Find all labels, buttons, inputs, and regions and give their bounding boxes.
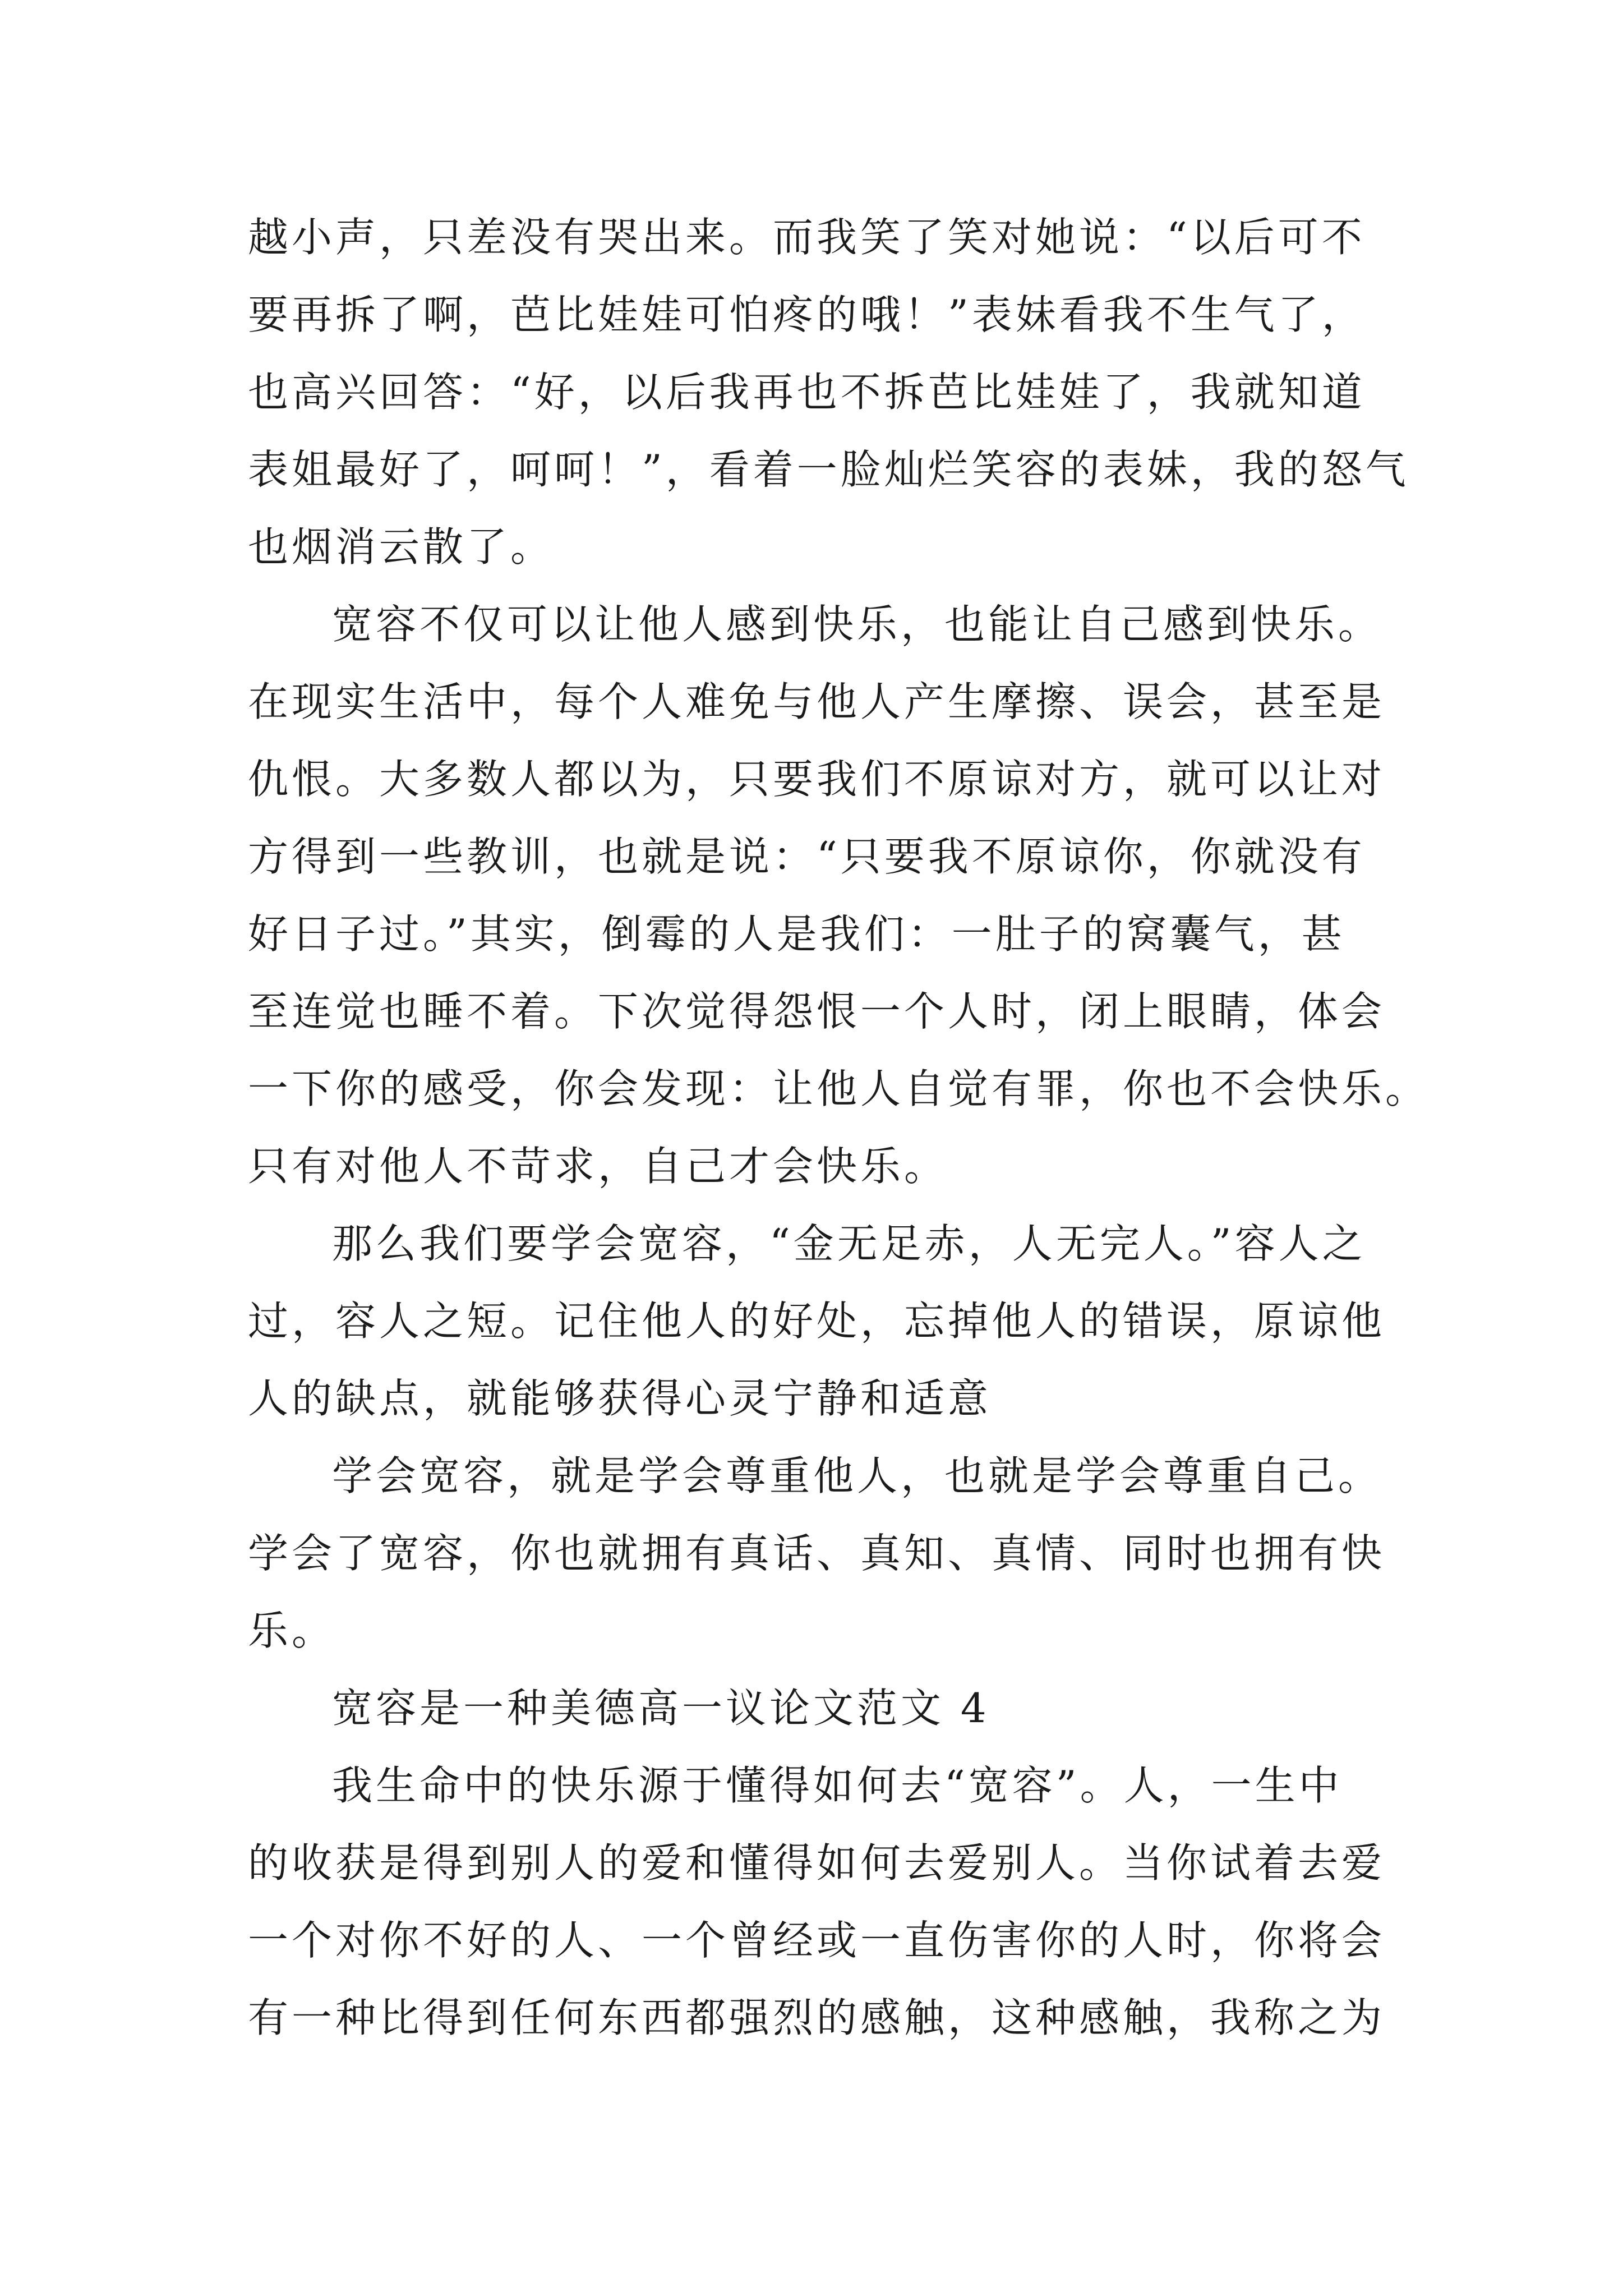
text-column <box>248 199 1430 2056</box>
paragraph-1 <box>248 199 1409 586</box>
section-title: 宽容是一种美德高一议论文范文 4 <box>332 1685 990 1732</box>
text-line: 仇恨。大多数人都以为，只要我们不原谅对方，就可以让对 <box>248 756 1386 803</box>
text-line: 学会宽容，就是学会尊重他人，也就是学会尊重自己。 <box>332 1452 1382 1499</box>
text-line: 至连觉也睡不着。下次觉得怨恨一个人时，闭上眼睛，体会 <box>248 988 1386 1035</box>
text-line: 也高兴回答：“好，以后我再也不拆芭比娃娃了，我就知道 <box>248 369 1366 416</box>
text-line: 只有对他人不苛求，自己才会快乐。 <box>248 1143 948 1190</box>
text-line: 表姐最好了，呵呵！”，看着一脸灿烂笑容的表妹，我的怒气 <box>248 446 1409 493</box>
text-line: 好日子过。”其实，倒霉的人是我们：一肚子的窝囊气，甚 <box>248 910 1345 958</box>
text-line: 那么我们要学会宽容，“金无足赤，人无完人。”容人之 <box>332 1220 1366 1267</box>
text-line: 一下你的感受，你会发现：让他人自觉有罪，你也不会快乐。 <box>248 1065 1430 1112</box>
text-line: 过，容人之短。记住他人的好处，忘掉他人的错误，原谅他 <box>248 1297 1386 1345</box>
text-line: 有一种比得到任何东西都强烈的感触，这种感触，我称之为 <box>248 1994 1386 2041</box>
text-line: 一个对你不好的人、一个曾经或一直伤害你的人时，你将会 <box>248 1917 1386 1964</box>
text-line: 人的缺点，就能够获得心灵宁静和适意 <box>248 1375 992 1422</box>
text-line: 要再拆了啊，芭比娃娃可怕疼的哦！”表妹看我不生气了， <box>248 291 1366 338</box>
text-line: 乐。 <box>248 1607 336 1654</box>
text-line: 我生命中的快乐源于懂得如何去“宽容”。人，一生中 <box>332 1762 1343 1809</box>
paragraph-5 <box>248 1747 1392 2056</box>
text-line: 宽容不仅可以让他人感到快乐，也能让自己感到快乐。 <box>332 601 1382 648</box>
text-line: 越小声，只差没有哭出来。而我笑了笑对她说：“以后可不 <box>248 214 1366 261</box>
text-line: 学会了宽容，你也就拥有真话、真知、真情、同时也拥有快 <box>248 1530 1386 1577</box>
paragraph-4 <box>248 1437 1392 1669</box>
paragraph-2 <box>248 586 1430 1205</box>
text-line: 在现实生活中，每个人难免与他人产生摩擦、误会，甚至是 <box>248 678 1386 725</box>
section-heading <box>248 1669 1392 1747</box>
text-line: 方得到一些教训，也就是说：“只要我不原谅你，你就没有 <box>248 833 1366 880</box>
paragraph-3 <box>248 1205 1392 1437</box>
text-line: 的收获是得到别人的爱和懂得如何去爱别人。当你试着去爱 <box>248 1839 1386 1887</box>
text-line: 也烟消云散了。 <box>248 523 555 570</box>
